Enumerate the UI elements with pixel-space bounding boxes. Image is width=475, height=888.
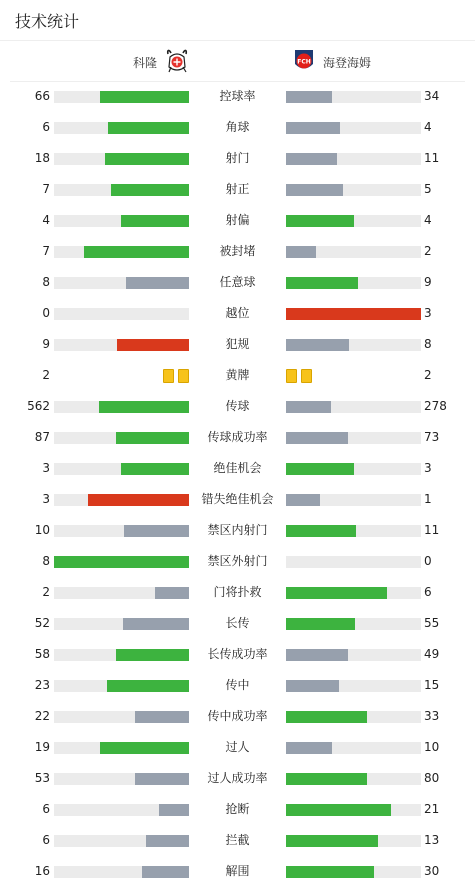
home-stat-bar — [54, 246, 189, 258]
home-stat-bar-fill — [99, 401, 189, 413]
away-stat-bar — [286, 556, 421, 568]
stat-row[interactable] — [0, 422, 475, 453]
stat-row[interactable] — [0, 205, 475, 236]
away-stat-bar — [286, 401, 421, 413]
stat-row[interactable] — [0, 112, 475, 143]
away-stat-value: 11 — [424, 523, 440, 537]
stat-label: 错失绝佳机会 — [201, 492, 274, 506]
away-stat-bar-fill — [286, 773, 367, 785]
stat-label: 角球 — [225, 120, 250, 134]
home-stat-bar-fill — [111, 184, 189, 196]
stat-row[interactable] — [0, 856, 475, 887]
away-stat-bar — [286, 463, 421, 475]
home-stat-value: 3 — [42, 492, 50, 506]
home-stat-bar-fill — [126, 277, 189, 289]
away-stat-bar-fill — [286, 122, 340, 134]
home-stat-bar — [54, 835, 189, 847]
home-stat-bar — [54, 618, 189, 630]
home-stat-value: 66 — [34, 89, 50, 103]
stat-row[interactable] — [0, 81, 475, 112]
away-stat-value: 21 — [424, 802, 440, 816]
home-stat-value: 6 — [42, 802, 50, 816]
home-stat-bar — [54, 494, 189, 506]
away-stat-bar-fill — [286, 91, 332, 103]
away-stat-bar — [286, 494, 421, 506]
away-stat-bar-fill — [286, 432, 348, 444]
away-stat-value: 4 — [424, 120, 432, 134]
home-stat-value: 4 — [42, 213, 50, 227]
away-stat-bar — [286, 649, 421, 661]
home-stat-bar-fill — [88, 494, 189, 506]
stat-row[interactable] — [0, 329, 475, 360]
stat-row[interactable] — [0, 484, 475, 515]
away-stat-bar — [286, 339, 421, 351]
away-stat-bar-fill — [286, 525, 356, 537]
yellow-card-icon — [286, 369, 297, 383]
away-stat-bar — [286, 215, 421, 227]
home-stat-bar-fill — [116, 649, 189, 661]
away-stat-value: 73 — [424, 430, 440, 444]
stat-label: 犯规 — [225, 337, 250, 351]
yellow-card-icon — [178, 369, 189, 383]
stat-row[interactable] — [0, 391, 475, 422]
home-stat-value: 7 — [42, 244, 50, 258]
home-stat-value: 7 — [42, 182, 50, 196]
stat-label: 射门 — [225, 151, 250, 165]
home-stat-value: 16 — [34, 864, 50, 878]
home-stat-bar-fill — [116, 432, 189, 444]
away-stat-bar-fill — [286, 804, 391, 816]
stat-label: 绝佳机会 — [213, 461, 262, 475]
stat-label: 门将扑救 — [213, 585, 262, 599]
away-stat-bar-fill — [286, 153, 337, 165]
away-stat-bar-fill — [286, 835, 378, 847]
away-stat-value: 4 — [424, 213, 432, 227]
away-stat-value: 6 — [424, 585, 432, 599]
away-stat-bar-fill — [286, 649, 348, 661]
home-stat-bar-fill — [146, 835, 189, 847]
home-stat-value: 87 — [34, 430, 50, 444]
away-stat-bar — [286, 277, 421, 289]
stat-label: 传中 — [225, 678, 250, 692]
home-stat-bar-fill — [159, 804, 189, 816]
stat-label: 禁区外射门 — [207, 554, 268, 568]
home-stat-value: 53 — [34, 771, 50, 785]
stat-row[interactable] — [0, 236, 475, 267]
away-stat-bar — [286, 308, 421, 320]
away-stat-bar — [286, 804, 421, 816]
stat-row[interactable] — [0, 515, 475, 546]
home-stat-value: 6 — [42, 833, 50, 847]
away-stat-value: 5 — [424, 182, 432, 196]
stat-label: 射偏 — [225, 213, 250, 227]
home-stat-bar — [54, 308, 189, 320]
home-stat-bar — [54, 215, 189, 227]
home-stat-bar — [54, 587, 189, 599]
away-stat-bar-fill — [286, 246, 316, 258]
home-stat-bar-fill — [124, 525, 189, 537]
away-stat-bar-fill — [286, 680, 339, 692]
home-stat-bar-fill — [121, 463, 189, 475]
stat-row[interactable] — [0, 701, 475, 732]
home-stat-value: 10 — [34, 523, 50, 537]
home-stat-bar — [54, 742, 189, 754]
stat-label: 传中成功率 — [207, 709, 268, 723]
away-stat-value: 30 — [424, 864, 440, 878]
home-stat-value: 2 — [42, 585, 50, 599]
home-stat-bar — [54, 91, 189, 103]
away-stat-value: 55 — [424, 616, 440, 630]
stat-row[interactable] — [0, 763, 475, 794]
away-stat-value: 0 — [424, 554, 432, 568]
yellow-card-icon — [301, 369, 312, 383]
away-stat-bar-fill — [286, 308, 421, 320]
home-stat-bar — [54, 804, 189, 816]
stat-row[interactable] — [0, 453, 475, 484]
stat-label: 长传 — [225, 616, 250, 630]
home-stat-bar-fill — [117, 339, 189, 351]
stat-label: 传球 — [225, 399, 250, 413]
away-stat-value: 49 — [424, 647, 440, 661]
stat-label: 被封堵 — [219, 244, 256, 258]
stat-row[interactable] — [0, 546, 475, 577]
home-stat-value: 3 — [42, 461, 50, 475]
away-stat-bar-fill — [286, 618, 355, 630]
home-stat-bar — [54, 711, 189, 723]
away-stat-value: 2 — [424, 244, 432, 258]
away-stat-bar-fill — [286, 463, 354, 475]
away-stat-value: 3 — [424, 461, 432, 475]
svg-text:FCH: FCH — [297, 58, 311, 65]
home-stat-bar-fill — [84, 246, 189, 258]
away-stat-bar — [286, 184, 421, 196]
home-stat-bar — [54, 339, 189, 351]
home-stat-bar — [54, 525, 189, 537]
away-stat-bar — [286, 432, 421, 444]
home-stat-bar — [54, 184, 189, 196]
home-stat-bar — [54, 649, 189, 661]
home-stat-bar — [54, 556, 189, 568]
away-stat-value: 9 — [424, 275, 432, 289]
away-stat-bar — [286, 711, 421, 723]
stat-label: 任意球 — [219, 275, 256, 289]
stat-label: 禁区内射门 — [207, 523, 268, 537]
home-stat-bar-fill — [54, 556, 189, 568]
home-stat-bar-fill — [108, 122, 189, 134]
stat-row[interactable] — [0, 298, 475, 329]
stat-label: 越位 — [225, 306, 250, 320]
away-stat-bar-fill — [286, 711, 367, 723]
home-stat-bar — [54, 463, 189, 475]
home-stat-value: 19 — [34, 740, 50, 754]
away-stat-bar — [286, 835, 421, 847]
home-stat-bar — [54, 866, 189, 878]
away-stat-bar-fill — [286, 401, 331, 413]
yellow-card-icon — [163, 369, 174, 383]
home-stat-bar-fill — [100, 742, 189, 754]
away-stat-bar — [286, 680, 421, 692]
away-stat-value: 15 — [424, 678, 440, 692]
away-stat-value: 2 — [424, 368, 432, 382]
home-stat-bar — [54, 401, 189, 413]
home-stat-bar — [54, 680, 189, 692]
home-stat-value: 8 — [42, 554, 50, 568]
stat-row[interactable] — [0, 732, 475, 763]
home-stat-bar-fill — [142, 866, 189, 878]
home-stat-bar-fill — [135, 711, 189, 723]
home-stat-bar — [54, 122, 189, 134]
stat-row[interactable] — [0, 267, 475, 298]
stat-row[interactable] — [0, 174, 475, 205]
home-stat-bar-fill — [135, 773, 189, 785]
away-stat-bar — [286, 618, 421, 630]
home-stat-bar — [54, 773, 189, 785]
stat-label: 抢断 — [225, 802, 250, 816]
away-stat-bar — [286, 122, 421, 134]
stat-row[interactable] — [0, 143, 475, 174]
stat-row[interactable] — [0, 670, 475, 701]
away-stat-bar-fill — [286, 215, 354, 227]
stat-label: 黄牌 — [225, 368, 250, 382]
stat-label: 过人成功率 — [207, 771, 268, 785]
away-stat-bar-fill — [286, 742, 332, 754]
away-stat-value: 11 — [424, 151, 440, 165]
home-stat-value: 52 — [34, 616, 50, 630]
home-stat-value: 0 — [42, 306, 50, 320]
home-stat-value: 23 — [34, 678, 50, 692]
away-stat-bar-fill — [286, 587, 387, 599]
stat-label: 过人 — [225, 740, 250, 754]
stat-label: 拦截 — [225, 833, 250, 847]
home-stat-bar-fill — [107, 680, 189, 692]
stat-label: 射正 — [225, 182, 250, 196]
away-stat-bar-fill — [286, 277, 358, 289]
home-stat-value: 58 — [34, 647, 50, 661]
home-stat-bar-fill — [155, 587, 189, 599]
away-stat-bar-fill — [286, 184, 343, 196]
home-stat-value: 562 — [27, 399, 50, 413]
home-stat-bar — [54, 153, 189, 165]
home-stat-value: 8 — [42, 275, 50, 289]
stat-row[interactable] — [0, 639, 475, 670]
stat-label: 控球率 — [219, 89, 256, 103]
stat-row[interactable] — [0, 825, 475, 856]
away-stat-bar — [286, 866, 421, 878]
away-stat-value: 10 — [424, 740, 440, 754]
home-stat-value: 9 — [42, 337, 50, 351]
away-stat-value: 1 — [424, 492, 432, 506]
away-stat-bar — [286, 91, 421, 103]
stat-label: 传球成功率 — [207, 430, 268, 444]
away-stat-bar — [286, 773, 421, 785]
home-stat-bar — [54, 277, 189, 289]
away-stat-bar — [286, 246, 421, 258]
away-stat-value: 33 — [424, 709, 440, 723]
away-stat-value: 3 — [424, 306, 432, 320]
away-stat-value: 8 — [424, 337, 432, 351]
home-stat-bar-fill — [105, 153, 189, 165]
home-yellow-cards — [163, 369, 189, 383]
home-stat-value: 22 — [34, 709, 50, 723]
stat-row[interactable] — [0, 608, 475, 639]
section-title: 技术统计 — [15, 12, 80, 31]
stat-row[interactable] — [0, 794, 475, 825]
home-stat-bar-fill — [121, 215, 189, 227]
home-stat-bar-fill — [100, 91, 189, 103]
home-stat-value: 2 — [42, 368, 50, 382]
stat-row[interactable] — [0, 360, 475, 391]
away-stat-bar — [286, 742, 421, 754]
home-stat-bar — [54, 432, 189, 444]
home-team-name: 科隆 — [132, 55, 157, 70]
away-yellow-cards — [286, 369, 312, 383]
away-stat-bar-fill — [286, 339, 349, 351]
away-stat-bar-fill — [286, 494, 320, 506]
away-stat-bar — [286, 525, 421, 537]
away-stat-value: 13 — [424, 833, 440, 847]
away-team-name: 海登海姆 — [323, 55, 372, 70]
away-stat-value: 80 — [424, 771, 440, 785]
stat-label: 解围 — [225, 864, 250, 878]
stat-row[interactable] — [0, 577, 475, 608]
away-stat-value: 34 — [424, 89, 440, 103]
away-stat-bar-fill — [286, 866, 374, 878]
away-stat-value: 278 — [424, 399, 447, 413]
home-stat-bar-fill — [123, 618, 189, 630]
home-stat-value: 18 — [34, 151, 50, 165]
away-stat-bar — [286, 587, 421, 599]
away-stat-bar — [286, 153, 421, 165]
home-stat-value: 6 — [42, 120, 50, 134]
stat-label: 长传成功率 — [207, 647, 268, 661]
